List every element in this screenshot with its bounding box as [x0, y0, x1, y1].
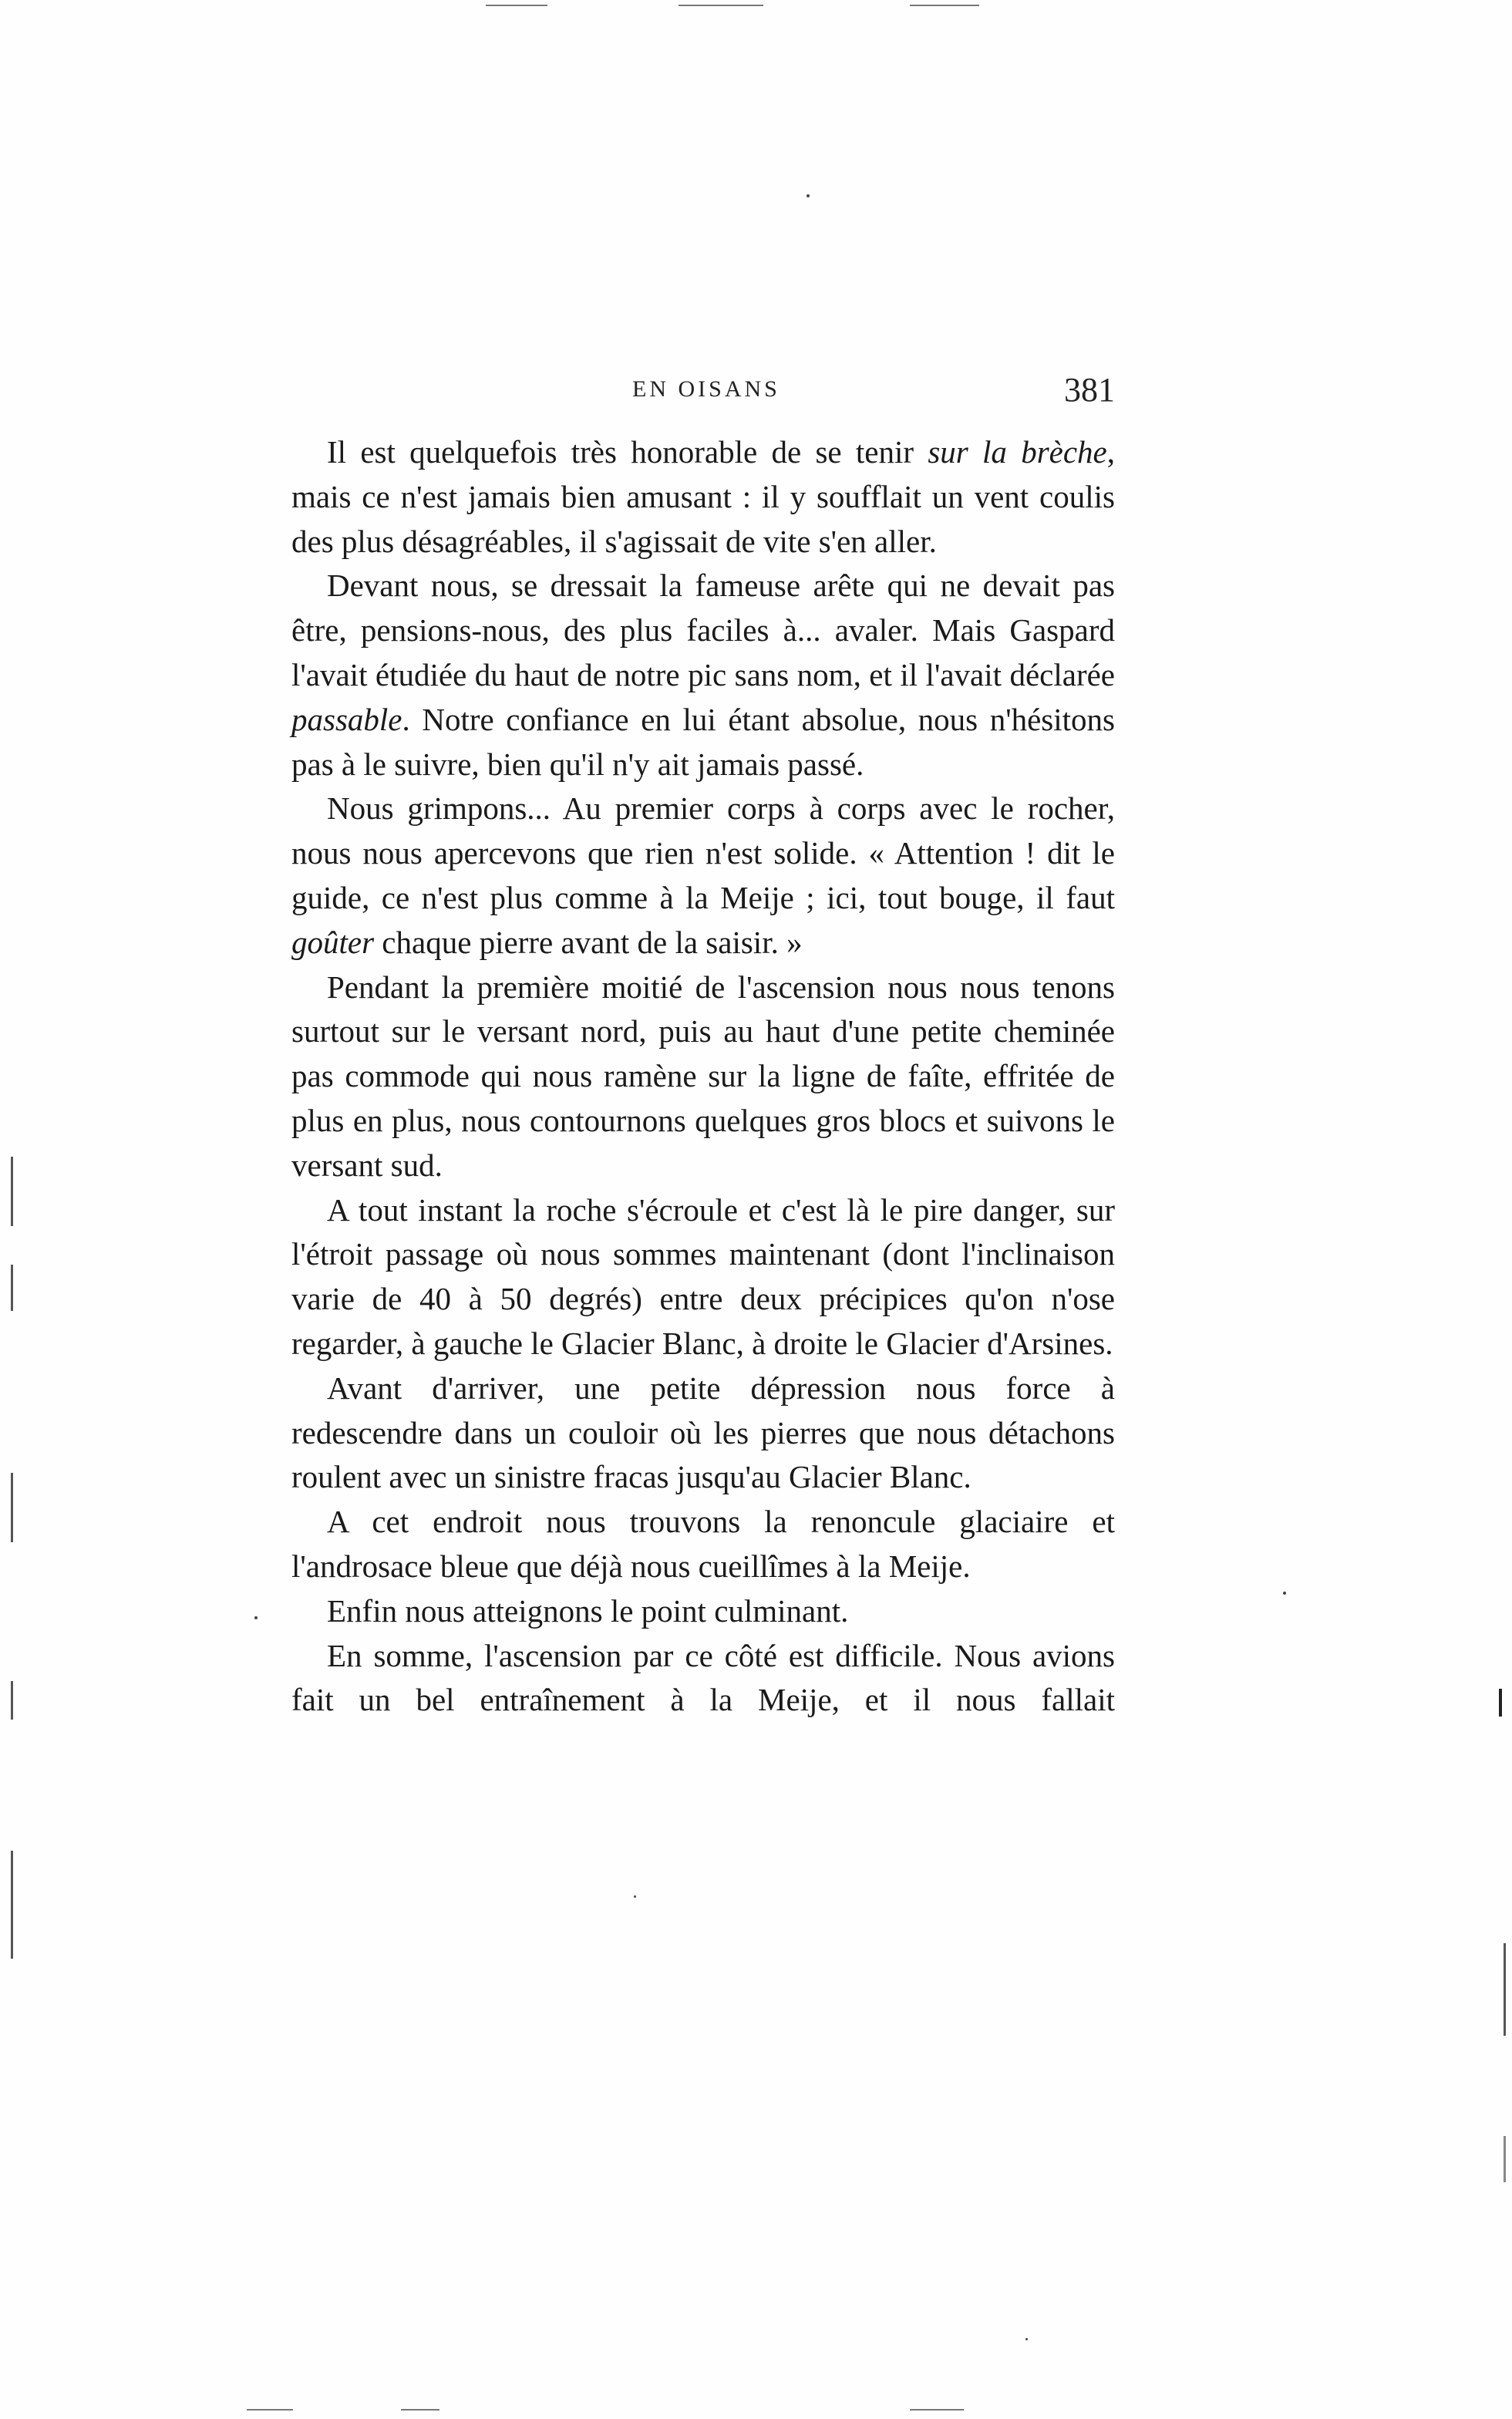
running-head — [0, 371, 1512, 409]
italic-text: goûter — [291, 924, 375, 960]
scan-speck — [634, 1895, 636, 1898]
body-text — [291, 430, 1115, 1723]
scan-edge-mark — [247, 2409, 293, 2411]
scan-edge-mark — [11, 1681, 13, 1720]
paragraph: A tout instant la roche s'écroule et c'est là le pire danger, sur l'étroit passage où nous sommes maintenant (dont l'inclinaison varie de 40 à 50 degrés) entre deux précipices qu'on n'ose regarder, à gauche le Glacier Blanc, à droite le Glacier d'Arsines. — [291, 1191, 1115, 1361]
paragraph — [291, 564, 1115, 787]
running-title: EN OISANS — [632, 376, 780, 402]
scan-edge-mark — [1504, 2136, 1506, 2182]
scan-edge-mark — [1504, 1943, 1506, 2036]
scan-speck — [1025, 2338, 1028, 2340]
scan-edge-mark — [11, 1265, 13, 1311]
italic-text: passable — [291, 701, 402, 737]
scan-speck — [807, 194, 810, 197]
paragraph: Enfin nous atteignons le point culminant. — [327, 1592, 849, 1629]
scan-speck — [1283, 1592, 1286, 1595]
paragraph: A cet endroit nous trouvons la renoncule glaciaire et l'androsace bleue que déjà nous cueillîmes à la Meije. — [291, 1504, 1115, 1584]
text-run: Il est quelquefois très honorable de se tenir — [327, 434, 928, 470]
scan-edge-mark — [11, 1851, 13, 1959]
scan-edge-mark — [1499, 1689, 1502, 1717]
scan-edge-mark — [11, 1157, 13, 1226]
paragraph — [291, 430, 1115, 564]
paragraph: Pendant la première moitié de l'ascension nous nous tenons surtout sur le versant nord, puis au haut d'une petite cheminée pas commode qui nous ramène sur la ligne de faîte, effritée de plus en plus, nous contournons quelques gros blocs et suivons le versant sud. — [291, 969, 1115, 1183]
scan-edge-mark — [679, 5, 763, 6]
scan-edge-mark — [11, 1473, 13, 1542]
scan-edge-mark — [401, 2409, 439, 2411]
paragraph: Avant d'arriver, une petite dépression nous force à redescendre dans un couloir où les pierres que nous détachons roulent avec un sinistre fracas jusqu'au Glacier Blanc. — [291, 1370, 1115, 1495]
scan-edge-mark — [910, 5, 979, 6]
scan-edge-mark — [910, 2409, 964, 2411]
text-run: Devant nous, se dressait la fameuse arête qui ne devait pas être, pensions-nous, des plus faciles à... avaler. Mais Gaspard l'avait étudiée du haut de notre pic sans nom, et il l'avait déclarée — [291, 568, 1115, 692]
text-run: chaque pierre avant de la saisir. » — [374, 924, 803, 960]
page-number: 381 — [1064, 371, 1115, 409]
italic-text: sur la brèche — [928, 434, 1107, 470]
text-run: Nous grimpons... Au premier corps à corps avec le rocher, nous nous apercevons que rien n'est solide. « Attention ! dit le guide, ce n'est plus comme à la Meije ; ici, tout bouge, il faut — [291, 790, 1115, 915]
scan-edge-mark — [486, 5, 547, 6]
paragraph — [291, 787, 1115, 965]
paragraph: En somme, l'ascension par ce côté est difficile. Nous avions fait un bel entraînement à la Meije, et il nous fallait — [291, 1637, 1115, 1718]
text-run: . Notre confiance en lui étant absolue, nous n'hésitons pas à le suivre, bien qu'il n'y ait jamais passé. — [291, 701, 1115, 782]
scan-speck — [254, 1616, 258, 1619]
text-run: , mais ce n'est jamais bien amusant : il y soufflait un vent coulis des plus désagréables, il s'agissait de vite s'en aller. — [291, 434, 1115, 559]
